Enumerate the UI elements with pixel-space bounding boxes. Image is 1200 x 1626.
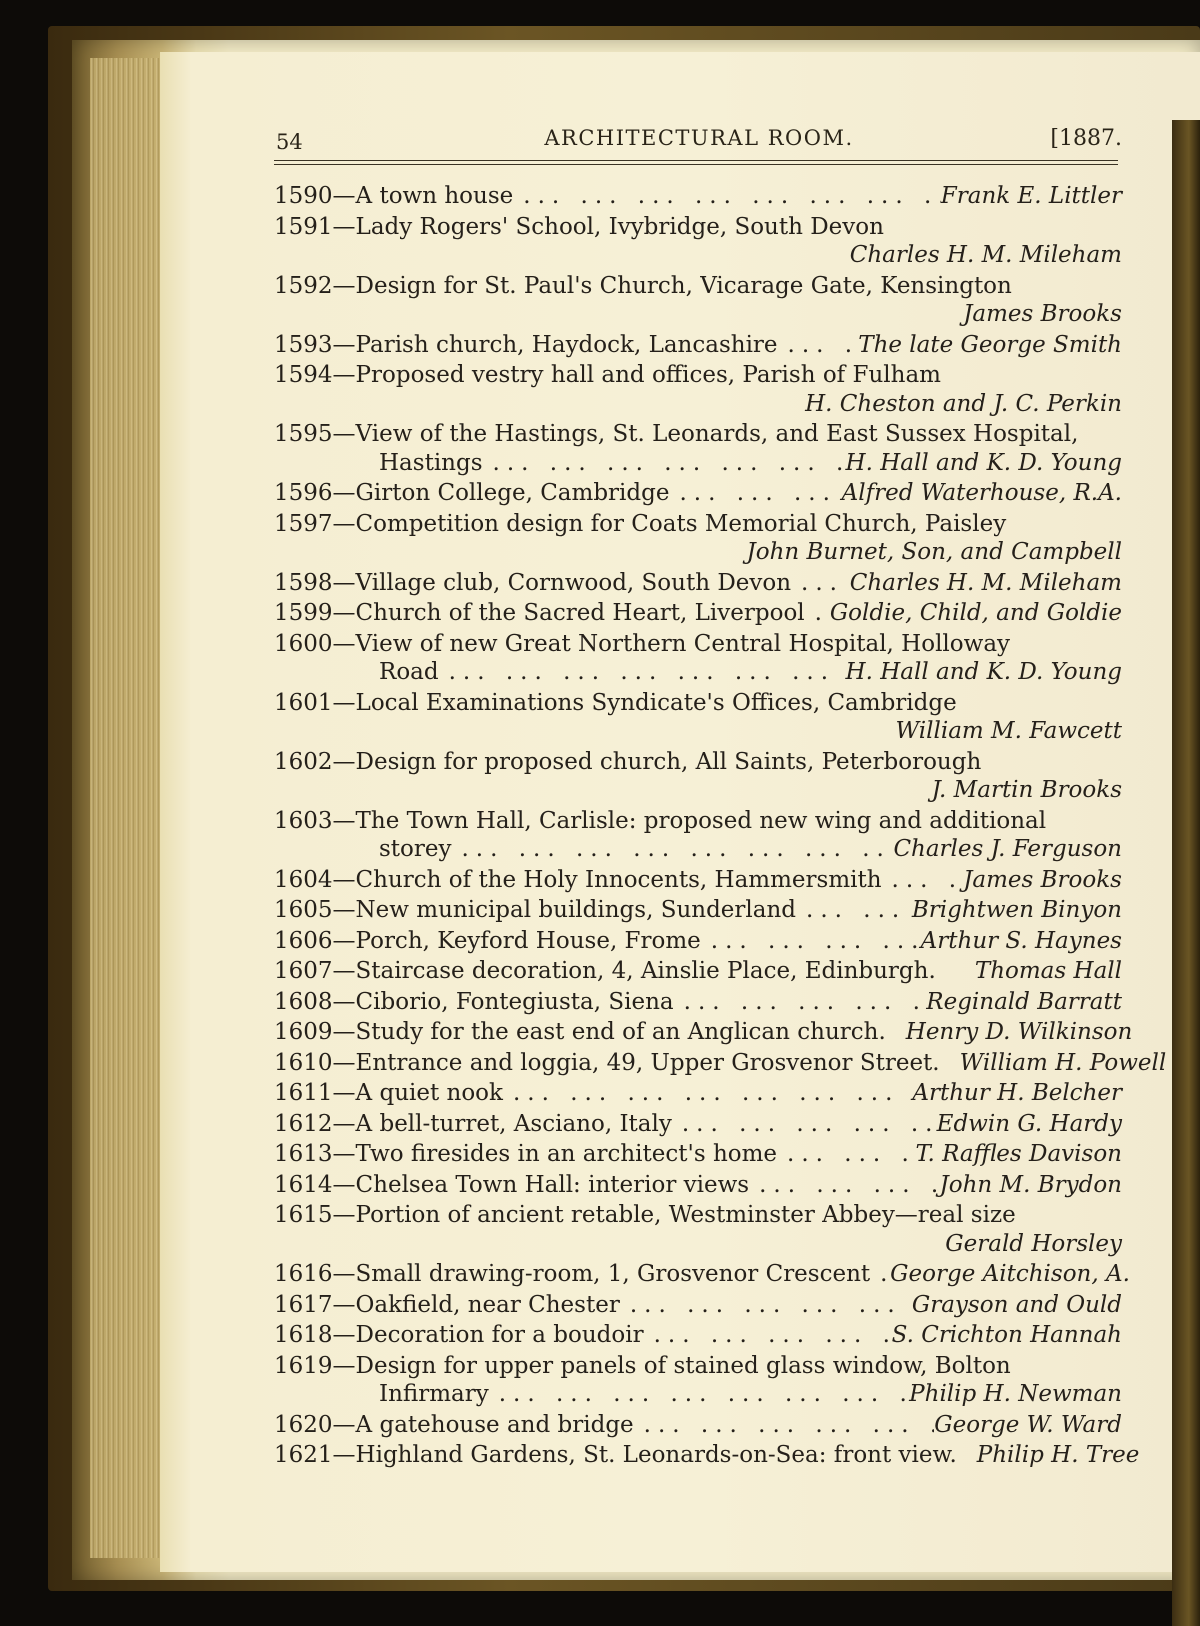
entry-line <box>274 927 1122 956</box>
entry-author: James Brooks <box>963 866 1122 893</box>
entry-author: Henry D. Wilkinson <box>905 1019 1133 1045</box>
entry-title: 1613—Two firesides in an architect's home <box>274 1141 778 1167</box>
entry-author: Charles H. M. Mileham <box>849 569 1122 596</box>
entry-number: 1599 <box>274 600 333 626</box>
entry-title-text: The Town Hall, Carlisle: proposed new wing and additional <box>355 807 1047 834</box>
entry-title: 1603—The Town Hall, Carlisle: proposed new wing and additional <box>274 807 1047 834</box>
catalogue-entry <box>274 689 1122 746</box>
entry-title: 1598—Village club, Cornwood, South Devon <box>274 569 792 596</box>
entry-author: T. Raffles Davison <box>915 1141 1122 1167</box>
entry-number: 1608 <box>274 988 333 1015</box>
page-number: 54 <box>276 130 303 154</box>
leader-dots <box>513 182 941 211</box>
entry-number: 1604 <box>274 866 333 893</box>
entry-number: 1607 <box>274 958 333 984</box>
leader-dots <box>957 1441 977 1470</box>
catalogue-entry <box>274 988 1122 1017</box>
entry-title-text: Competition design for Coats Memorial Church, Paisley <box>355 510 1007 537</box>
catalogue-entry <box>274 479 1122 508</box>
catalogue-entry <box>274 1260 1130 1289</box>
entry-title-text: Porch, Keyford House, Frome <box>355 927 701 954</box>
entry-title: 1595—View of the Hastings, St. Leonards, and East Sussex Hospital, <box>274 421 1079 447</box>
entry-line <box>274 866 1122 895</box>
leader-dots <box>503 1079 912 1108</box>
entry-number: 1591 <box>274 213 333 240</box>
entry-line <box>274 420 1122 449</box>
leader-dots <box>483 449 846 478</box>
leader-dots <box>796 896 912 925</box>
entry-title: 1621—Highland Gardens, St. Leonards-on-Sea: front view. <box>274 1442 957 1468</box>
catalogue-entry <box>274 569 1122 598</box>
leader-dots <box>672 1110 937 1139</box>
entry-number: 1609 <box>274 1019 333 1045</box>
entry-author: H. Hall and K. D. Young <box>845 659 1122 685</box>
entry-title-text: Lady Rogers' School, Ivybridge, South Devon <box>355 213 884 240</box>
entry-title: 1620—A gatehouse and bridge <box>274 1411 634 1438</box>
leader-dots <box>644 1321 892 1350</box>
entry-title-text: A quiet nook <box>355 1080 503 1106</box>
leader-dots <box>489 1380 909 1409</box>
leader-dots <box>620 1291 912 1320</box>
entry-title: 1592—Design for St. Paul's Church, Vicarage Gate, Kensington <box>274 272 1012 299</box>
entry-line <box>274 1321 1122 1350</box>
entry-line <box>274 1352 1122 1381</box>
entry-number: 1592 <box>274 272 333 299</box>
entry-title-text: Entrance and loggia, 49, Upper Grosvenor Street. <box>355 1049 940 1076</box>
entry-line <box>274 1140 1122 1169</box>
catalogue-entry <box>274 1171 1122 1200</box>
entry-number: 1590 <box>274 183 333 209</box>
entry-number: 1594 <box>274 362 333 388</box>
catalogue-entry <box>274 927 1122 956</box>
leader-dots <box>882 866 964 895</box>
entry-line <box>274 182 1122 211</box>
entry-title: 1606—Porch, Keyford House, Frome <box>274 927 701 954</box>
leader-dots <box>634 1411 935 1440</box>
entry-author: Grayson and Ould <box>911 1291 1122 1318</box>
entry-author: H. Hall and K. D. Young <box>845 449 1122 476</box>
entry-line <box>274 988 1122 1017</box>
entry-title-text: View of the Hastings, St. Leonards, and East Sussex Hospital, <box>355 421 1079 447</box>
entry-number: 1617 <box>274 1291 333 1318</box>
entry-title: 1591—Lady Rogers' School, Ivybridge, South Devon <box>274 213 884 240</box>
entry-line <box>274 748 1122 777</box>
entry-line <box>274 272 1122 301</box>
entry-number: 1603 <box>274 807 333 834</box>
entry-number: 1595 <box>274 421 333 447</box>
catalogue-entry <box>274 1079 1122 1108</box>
page-title: ARCHITECTURAL ROOM. <box>544 126 854 150</box>
running-header <box>276 126 1122 158</box>
entry-number: 1593 <box>274 331 333 358</box>
catalogue-entries <box>274 182 1167 1472</box>
entry-number: 1598 <box>274 569 333 596</box>
entry-number: 1615 <box>274 1202 333 1228</box>
entry-title-text: Girton College, Cambridge <box>355 480 670 506</box>
entry-title: 1605—New municipal buildings, Sunderland <box>274 897 797 923</box>
entry-line <box>274 1171 1122 1200</box>
entry-number: 1618 <box>274 1322 333 1348</box>
entry-line <box>274 569 1122 598</box>
entry-title-text: Chelsea Town Hall: interior views <box>355 1171 750 1198</box>
entry-author: Reginald Barratt <box>926 988 1122 1015</box>
entry-number: 1611 <box>274 1080 333 1106</box>
entry-line <box>274 1260 1130 1289</box>
catalogue-entry <box>274 361 1122 418</box>
entry-title: 1596—Girton College, Cambridge <box>274 480 670 506</box>
entry-title-text: Design for proposed church, All Saints, Peterborough <box>355 748 982 775</box>
entry-title-text: A town house <box>355 183 514 209</box>
entry-author: George W. Ward <box>934 1411 1122 1438</box>
entry-title-text: Design for St. Paul's Church, Vicarage Gate, Kensington <box>355 272 1012 299</box>
catalogue-entry <box>274 866 1122 895</box>
entry-title-text: Village club, Cornwood, South Devon <box>355 569 792 596</box>
header-year: [1887. <box>1050 126 1122 151</box>
right-binding <box>1172 120 1200 1626</box>
entry-title: 1609—Study for the east end of an Anglican church. <box>274 1019 886 1045</box>
entry-title-continued: storey <box>379 836 452 862</box>
entry-line <box>274 213 1122 242</box>
leader-dots <box>669 479 841 508</box>
catalogue-entry <box>274 1049 1167 1078</box>
entry-title: 1597—Competition design for Coats Memorial Church, Paisley <box>274 510 1007 537</box>
entry-number: 1616 <box>274 1261 333 1287</box>
entry-title-text: Two firesides in an architect's home <box>355 1141 778 1167</box>
entry-author: Philip H. Tree <box>976 1442 1140 1468</box>
entry-line <box>274 1441 1140 1470</box>
entry-author: John M. Brydon <box>939 1171 1122 1198</box>
entry-author: Goldie, Child, and Goldie <box>829 600 1122 626</box>
entry-author: John Burnet, Son, and Campbell <box>746 539 1122 565</box>
entry-title: 1608—Ciborio, Fontegiusta, Siena <box>274 988 674 1015</box>
leader-dots <box>778 331 859 360</box>
catalogue-entry <box>274 630 1122 687</box>
entry-title-text: Proposed vestry hall and offices, Parish of Fulham <box>355 362 941 388</box>
entry-title: 1610—Entrance and loggia, 49, Upper Grosvenor Street. <box>274 1049 940 1076</box>
leader-dots <box>886 1018 906 1047</box>
entry-number: 1621 <box>274 1442 333 1468</box>
entry-title: 1616—Small drawing-room, 1, Grosvenor Crescent <box>274 1261 871 1287</box>
entry-number: 1606 <box>274 927 333 954</box>
entry-author: James Brooks <box>963 301 1122 327</box>
entry-title: 1599—Church of the Sacred Heart, Liverpool <box>274 600 805 626</box>
header-rule-bottom <box>274 164 1118 165</box>
entry-author: Arthur H. Belcher <box>912 1080 1122 1106</box>
entry-line <box>274 957 1122 986</box>
catalogue-entry <box>274 1140 1122 1169</box>
entry-number: 1602 <box>274 748 333 775</box>
entry-title-text: New municipal buildings, Sunderland <box>355 897 797 923</box>
entry-title: 1618—Decoration for a boudoir <box>274 1322 644 1348</box>
entry-title-text: Staircase decoration, 4, Ainslie Place, Edinburgh. <box>355 958 936 984</box>
entry-author: Brightwen Binyon <box>911 897 1122 923</box>
entry-title-text: A bell-turret, Asciano, Italy <box>355 1110 672 1137</box>
entry-line <box>274 896 1122 925</box>
entry-line <box>274 1110 1122 1139</box>
catalogue-entry <box>274 1201 1122 1258</box>
entry-line <box>274 1201 1122 1230</box>
entry-title: 1590—A town house <box>274 183 514 209</box>
entry-author: H. Cheston and J. C. Perkin <box>805 390 1122 417</box>
entry-title-text: Study for the east end of an Anglican church. <box>355 1019 886 1045</box>
entry-number: 1605 <box>274 897 333 923</box>
entry-line <box>274 331 1122 360</box>
entry-line-continued <box>274 835 1122 864</box>
catalogue-entry <box>274 1352 1122 1409</box>
entry-title-text: Local Examinations Syndicate's Offices, Cambridge <box>355 689 957 716</box>
leader-dots <box>701 927 921 956</box>
entry-title-text: Ciborio, Fontegiusta, Siena <box>355 988 674 1015</box>
entry-title-text: Decoration for a boudoir <box>355 1322 644 1348</box>
entry-line <box>274 630 1122 659</box>
catalogue-entry <box>274 896 1122 925</box>
entry-title-text: Highland Gardens, St. Leonards-on-Sea: front view. <box>355 1442 957 1468</box>
catalogue-entry <box>274 510 1122 567</box>
entry-line <box>274 1049 1167 1078</box>
entry-number: 1612 <box>274 1110 333 1137</box>
catalogue-entry <box>274 1411 1122 1440</box>
entry-author: Philip H. Newman <box>909 1381 1122 1407</box>
entry-title: 1601—Local Examinations Syndicate's Offices, Cambridge <box>274 689 957 716</box>
entry-line <box>274 807 1122 836</box>
entry-author: S. Crichton Hannah <box>891 1322 1122 1348</box>
leader-dots <box>452 835 894 864</box>
entry-author: George Aitchison, A. <box>890 1261 1130 1287</box>
leader-dots <box>777 1140 915 1169</box>
entry-title-text: View of new Great Northern Central Hospital, Holloway <box>355 630 1011 657</box>
catalogue-entry <box>274 272 1122 329</box>
entry-title: 1611—A quiet nook <box>274 1080 503 1106</box>
entry-line <box>274 1291 1122 1320</box>
entry-author: William H. Powell <box>959 1049 1167 1076</box>
entry-number: 1613 <box>274 1141 333 1167</box>
entry-title-continued: Infirmary <box>379 1381 489 1407</box>
entry-title-text: Church of the Holy Innocents, Hammersmith <box>355 866 882 893</box>
entry-author: Charles H. M. Mileham <box>849 242 1122 268</box>
entry-number: 1600 <box>274 630 333 657</box>
catalogue-entry <box>274 1291 1122 1320</box>
catalogue-entry <box>274 1018 1133 1047</box>
entry-number: 1620 <box>274 1411 333 1438</box>
page-edges <box>90 58 160 1558</box>
entry-title: 1604—Church of the Holy Innocents, Hammersmith <box>274 866 882 893</box>
entry-title: 1600—View of new Great Northern Central Hospital, Holloway <box>274 630 1011 657</box>
entry-title-continued: Road <box>379 659 439 685</box>
entry-title: 1602—Design for proposed church, All Saints, Peterborough <box>274 748 982 775</box>
entry-line-continued <box>274 449 1122 478</box>
catalogue-entry <box>274 807 1122 864</box>
entry-number: 1610 <box>274 1049 333 1076</box>
catalogue-entry <box>274 182 1122 211</box>
leader-dots <box>439 658 846 687</box>
entry-author: William M. Fawcett <box>895 718 1122 744</box>
entry-title: 1615—Portion of ancient retable, Westminster Abbey—real size <box>274 1202 1016 1228</box>
entry-title: 1607—Staircase decoration, 4, Ainslie Place, Edinburgh. <box>274 958 936 984</box>
entry-number: 1614 <box>274 1171 333 1198</box>
leader-dots <box>674 988 927 1017</box>
leader-dots <box>749 1171 939 1200</box>
entry-author: Charles J. Ferguson <box>893 836 1122 862</box>
entry-title-text: Church of the Sacred Heart, Liverpool <box>355 600 805 626</box>
leader-dots <box>791 569 850 598</box>
entry-line <box>274 1018 1133 1047</box>
leader-dots <box>805 599 830 628</box>
entry-title: 1594—Proposed vestry hall and offices, Parish of Fulham <box>274 362 941 388</box>
entry-title: 1617—Oakfield, near Chester <box>274 1291 620 1318</box>
entry-title: 1614—Chelsea Town Hall: interior views <box>274 1171 750 1198</box>
entry-author: Alfred Waterhouse, R.A. <box>841 480 1122 506</box>
entry-author: Gerald Horsley <box>945 1230 1122 1257</box>
entry-title-continued: Hastings <box>379 449 483 476</box>
entry-line <box>274 599 1122 628</box>
entry-title-text: Design for upper panels of stained glass window, Bolton <box>355 1352 1011 1379</box>
catalogue-entry <box>274 1441 1140 1470</box>
entry-title: 1593—Parish church, Haydock, Lancashire <box>274 331 778 358</box>
entry-title-text: Oakfield, near Chester <box>355 1291 620 1318</box>
catalogue-entry <box>274 957 1122 986</box>
entry-spacer <box>274 1470 1122 1472</box>
entry-title: 1612—A bell-turret, Asciano, Italy <box>274 1110 672 1137</box>
entry-author: Thomas Hall <box>974 958 1122 984</box>
entry-line <box>274 479 1122 508</box>
entry-author: Edwin G. Hardy <box>936 1110 1122 1137</box>
entry-line-continued <box>274 658 1122 687</box>
entry-title: 1619—Design for upper panels of stained glass window, Bolton <box>274 1352 1011 1379</box>
entry-title-text: Small drawing-room, 1, Grosvenor Crescent <box>355 1261 871 1287</box>
entry-author: J. Martin Brooks <box>931 777 1122 803</box>
entry-author: Frank E. Littler <box>940 183 1122 209</box>
catalogue-entry <box>274 213 1122 270</box>
entry-line <box>274 361 1122 390</box>
catalogue-entry <box>274 599 1122 628</box>
entry-title-text: Parish church, Haydock, Lancashire <box>355 331 778 358</box>
entry-number: 1597 <box>274 510 333 537</box>
header-rule-top <box>274 160 1118 161</box>
entry-number: 1619 <box>274 1352 333 1379</box>
entry-author: Arthur S. Haynes <box>920 927 1122 954</box>
entry-title-text: A gatehouse and bridge <box>355 1411 634 1438</box>
entry-author: The late George Smith <box>858 331 1122 358</box>
catalogue-entry <box>274 331 1122 360</box>
entry-number: 1601 <box>274 689 333 716</box>
entry-line <box>274 1079 1122 1108</box>
catalogue-entry <box>274 420 1122 477</box>
entry-line <box>274 1411 1122 1440</box>
leader-dots <box>870 1260 890 1289</box>
leader-dots <box>936 957 975 986</box>
catalogue-entry <box>274 1321 1122 1350</box>
catalogue-entry <box>274 748 1122 805</box>
entry-line-continued <box>274 1380 1122 1409</box>
entry-number: 1596 <box>274 480 333 506</box>
catalogue-entry <box>274 1110 1122 1139</box>
leader-dots <box>940 1049 960 1078</box>
entry-line <box>274 689 1122 718</box>
entry-line <box>274 510 1122 539</box>
entry-title-text: Portion of ancient retable, Westminster Abbey—real size <box>355 1202 1016 1228</box>
